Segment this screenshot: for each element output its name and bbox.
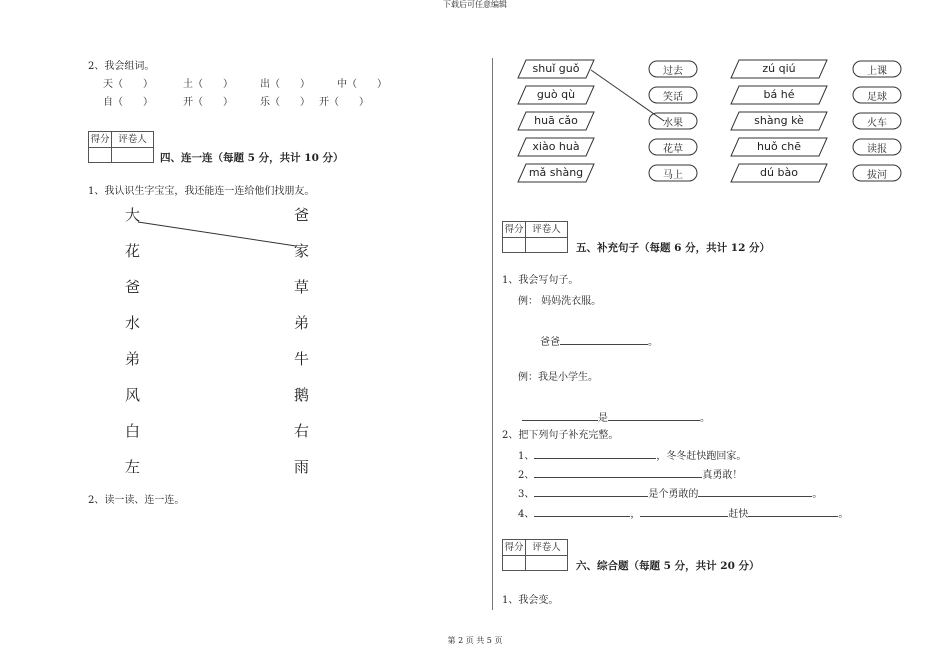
answer-blank[interactable] [534, 507, 630, 517]
q1-title: 1、我认识生字宝宝，我还能连一连给他们找朋友。 [88, 186, 315, 197]
grader-label: 评卷人 [526, 540, 567, 556]
s5-example1: 例： 妈妈洗衣服。 [518, 296, 602, 307]
word-text: 上课 [867, 66, 887, 77]
answer-blank[interactable] [534, 487, 648, 497]
match-char-left[interactable]: 风 [125, 386, 141, 404]
word-blank[interactable]: 乐（ ） [260, 97, 310, 108]
s5-line2[interactable]: 是 。 [522, 411, 710, 424]
s5-item4[interactable]: 4、 ， 赶快 。 [518, 509, 849, 520]
answer-blank[interactable] [640, 507, 728, 517]
pinyin-text: shàng kè [754, 114, 804, 127]
score-box [502, 539, 568, 571]
match-char-right[interactable]: 鹅 [294, 386, 310, 404]
page-footer: 第 2 页 共 5 页 [447, 636, 503, 645]
answer-blank[interactable] [698, 487, 812, 497]
section6-title: 六、综合题（每题 5 分，共计 20 分） [576, 560, 760, 572]
match-char-right[interactable]: 右 [294, 422, 310, 440]
match-char-right[interactable]: 弟 [294, 314, 310, 332]
match-char-left[interactable]: 大 [125, 206, 141, 224]
s5-item3[interactable]: 3、 是个勇敢的 。 [518, 489, 823, 500]
match-char-right[interactable]: 草 [294, 278, 310, 296]
match-char-left[interactable]: 爸 [125, 278, 141, 296]
word-text: 读报 [867, 144, 887, 155]
page-header: 下载后可任意编辑 [443, 0, 507, 9]
answer-blank[interactable] [560, 335, 648, 345]
word-text: 水果 [663, 118, 683, 129]
s5-line1[interactable]: 爸爸 。 [540, 337, 658, 348]
pinyin-text: huǒ chē [757, 140, 801, 153]
score-box [502, 221, 568, 253]
score-label: 得分 [503, 222, 526, 238]
word-text: 笑话 [663, 92, 683, 103]
word-blank[interactable]: 开（ ） [183, 97, 233, 108]
word-text: 过去 [663, 66, 683, 77]
grader-label: 评卷人 [526, 222, 567, 238]
answer-blank[interactable] [534, 468, 702, 478]
word-blank[interactable]: 天（ ） [103, 79, 153, 90]
match-char-right[interactable]: 家 [294, 242, 310, 260]
match-char-left[interactable]: 白 [125, 422, 141, 440]
section5-title: 五、补充句子（每题 6 分，共计 12 分） [576, 242, 771, 254]
pinyin-text: shuǐ guǒ [532, 62, 580, 75]
pinyin-text: guò qù [536, 88, 576, 101]
match-char-left[interactable]: 花 [125, 242, 141, 260]
word-text: 花草 [663, 144, 683, 155]
word-blank[interactable]: 开（ ） [319, 97, 369, 108]
s6-q1: 1、我会变。 [502, 595, 559, 606]
word-blank[interactable]: 土（ ） [183, 79, 233, 90]
match-char-left[interactable]: 弟 [125, 350, 141, 368]
answer-blank[interactable] [522, 411, 598, 421]
answer-blank[interactable] [534, 449, 656, 459]
pinyin-text: huā cǎo [534, 114, 578, 127]
word-text: 马上 [663, 170, 683, 181]
s5-q2: 2、把下列句子补充完整。 [502, 430, 619, 441]
pinyin-text: xiào huà [532, 140, 580, 153]
match-char-left[interactable]: 水 [125, 314, 141, 332]
q2-title: 2、我会组词。 [88, 61, 155, 72]
score-label: 得分 [89, 132, 112, 148]
answer-blank[interactable] [748, 507, 838, 517]
s5-item1[interactable]: 1、 ，冬冬赶快跑回家。 [518, 451, 747, 462]
score-label: 得分 [503, 540, 526, 556]
section4-title: 四、连一连（每题 5 分，共计 10 分） [160, 152, 344, 164]
answer-blank[interactable] [608, 411, 700, 421]
pinyin-text: zú qiú [762, 62, 796, 75]
s5-item2[interactable]: 2、 真勇敢！ [518, 470, 743, 481]
match-char-left[interactable]: 左 [125, 458, 141, 476]
pinyin-text: dú bào [760, 166, 798, 179]
match-char-right[interactable]: 爸 [294, 206, 310, 224]
word-blank[interactable]: 出（ ） [260, 79, 310, 90]
word-blank[interactable]: 中（ ） [337, 79, 387, 90]
match-char-right[interactable]: 雨 [294, 458, 310, 476]
word-text: 火车 [867, 118, 887, 129]
word-text: 拔河 [867, 170, 887, 181]
pinyin-text: bá hé [763, 88, 795, 101]
s5-example2: 例：我是小学生。 [518, 372, 598, 383]
q2b-title: 2、读一读、连一连。 [88, 495, 185, 506]
word-blank[interactable]: 自（ ） [103, 97, 153, 108]
grader-label: 评卷人 [112, 132, 153, 148]
word-text: 足球 [867, 92, 887, 103]
pinyin-text: mǎ shàng [528, 166, 584, 179]
match-char-right[interactable]: 牛 [294, 350, 310, 368]
s5-q1: 1、我会写句子。 [502, 275, 579, 286]
